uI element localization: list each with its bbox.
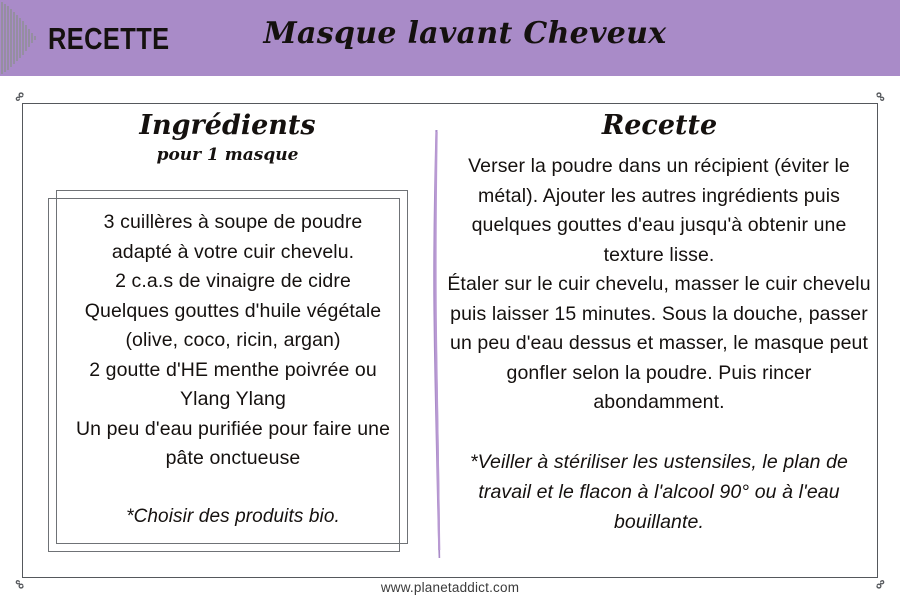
ingredients-subheading: pour 1 masque (156, 145, 299, 166)
recipe-paragraph: Étaler sur le cuir chevelu, masser le cuir chevelu puis laisser 15 minutes. Sous la douche, passer un peu d'eau dessus et masser, le masque peut gonfler selon la poudre. Puis rincer abondamment. (447, 273, 871, 413)
recipe-column (447, 110, 872, 141)
recipe-paragraph: Verser la poudre dans un récipient (éviter le métal). Ajouter les autres ingrédients puis quelques gouttes d'eau jusqu'à obtenir une texture lisse. (468, 155, 850, 266)
ingredient-line: Un peu d'eau purifiée pour faire une (75, 417, 391, 440)
recipe-note: *Veiller à stériliser les ustensiles, le plan de travail et le flacon à l'alcool 90° ou à l'eau bouillante. (469, 450, 848, 533)
ingredient-line: Ylang Ylang (180, 388, 286, 410)
ingredients-list (54, 208, 412, 531)
page-title: Masque lavant Cheveux (263, 16, 667, 51)
ingredient-line: Quelques gouttes d'huile végétale (84, 299, 382, 322)
ingredient-line: 2 goutte d'HE menthe poivrée ou (89, 358, 377, 381)
ingredient-line: pâte onctueuse (165, 447, 301, 469)
header-band (0, 0, 900, 76)
ingredients-heading: Ingrédients (139, 110, 316, 141)
ingredient-line: 2 c.a.s de vinaigre de cidre (115, 270, 351, 292)
footer-website: www.planetaddict.com (380, 580, 520, 595)
ingredients-column (30, 110, 425, 165)
header-label: RECETTE (48, 21, 170, 56)
recipe-heading: Recette (601, 110, 718, 141)
ingredient-line: 3 cuillères à soupe de poudre (103, 211, 363, 233)
ingredient-line: (olive, coco, ricin, argan) (125, 329, 341, 351)
recipe-body (447, 152, 871, 537)
ingredients-note: *Choisir des produits bio. (126, 505, 340, 527)
ingredient-line: adapté à votre cuir chevelu. (111, 240, 355, 263)
